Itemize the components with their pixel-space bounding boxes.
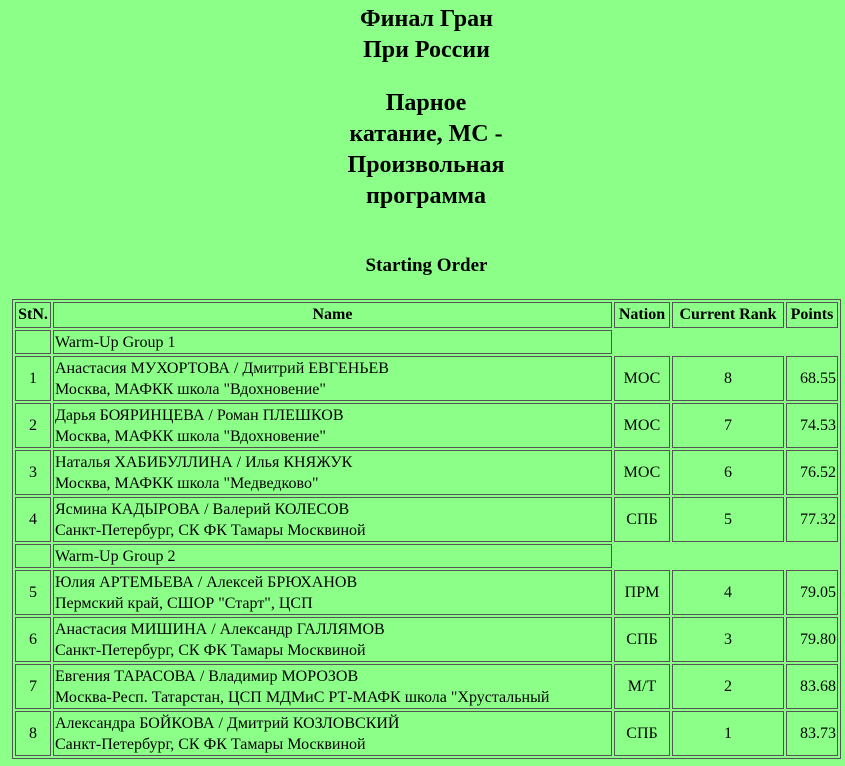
column-header-nation: Nation	[614, 302, 670, 328]
warmup-group-label: Warm-Up Group 2	[53, 544, 612, 568]
start-number: 2	[15, 403, 51, 448]
pair-names: Ясмина КАДЫРОВА / Валерий КОЛЕСОВ	[55, 500, 350, 518]
table-header-row	[15, 302, 838, 328]
table-row	[15, 617, 838, 662]
nation: СПБ	[614, 711, 670, 756]
starting-order-heading: Starting Order	[365, 255, 488, 276]
column-header-name: Name	[53, 302, 612, 328]
table-row	[15, 356, 838, 401]
start-number: 3	[15, 450, 51, 495]
pair-club: Москва, МАФКК школа "Вдохновение"	[55, 427, 326, 445]
pair-names: Дарья БОЯРИНЦЕВА / Роман ПЛЕШКОВ	[55, 406, 344, 424]
pair-names: Александра БОЙКОВА / Дмитрий КОЗЛОВСКИЙ	[55, 714, 400, 732]
warmup-group-label: Warm-Up Group 1	[53, 330, 612, 354]
pair-names: Евгения ТАРАСОВА / Владимир МОРОЗОВ	[55, 667, 359, 685]
column-header-stn: StN.	[15, 302, 51, 328]
starting-order-table	[12, 299, 841, 759]
points: 83.73	[786, 711, 838, 756]
table-row	[15, 497, 838, 542]
points: 68.55	[786, 356, 838, 401]
pair-names: Юлия АРТЕМЬЕВА / Алексей БРЮХАНОВ	[55, 573, 358, 591]
current-rank: 2	[672, 664, 784, 709]
pair-club: Москва, МАФКК школа "Медведково"	[55, 474, 319, 492]
pair-cell	[53, 403, 612, 448]
pair-club: Санкт-Петербург, СК ФК Тамары Москвиной	[55, 735, 366, 753]
pair-club: Санкт-Петербург, СК ФК Тамары Москвиной	[55, 641, 366, 659]
pair-club: Санкт-Петербург, СК ФК Тамары Москвиной	[55, 521, 366, 539]
pair-cell	[53, 711, 612, 756]
pair-cell	[53, 450, 612, 495]
current-rank: 6	[672, 450, 784, 495]
nation: ПРМ	[614, 570, 670, 615]
competition-title: Финал Гран При России	[360, 6, 493, 63]
table-row	[15, 664, 838, 709]
empty-cell	[15, 330, 51, 354]
start-number: 6	[15, 617, 51, 662]
points: 76.52	[786, 450, 838, 495]
warmup-group-row	[15, 544, 838, 568]
start-number: 5	[15, 570, 51, 615]
pair-cell	[53, 570, 612, 615]
column-header-rank: Current Rank	[672, 302, 784, 328]
start-number: 8	[15, 711, 51, 756]
start-number: 4	[15, 497, 51, 542]
points: 74.53	[786, 403, 838, 448]
start-number: 7	[15, 664, 51, 709]
table-row	[15, 570, 838, 615]
nation: СПБ	[614, 617, 670, 662]
pair-cell	[53, 497, 612, 542]
column-header-points: Points	[786, 302, 838, 328]
current-rank: 7	[672, 403, 784, 448]
pair-club: Москва-Респ. Татарстан, ЦСП МДМиС РТ-МАФК школа "Хрустальный	[55, 688, 550, 706]
pair-club: Москва, МАФКК школа "Вдохновение"	[55, 380, 326, 398]
table-row	[15, 711, 838, 756]
current-rank: 4	[672, 570, 784, 615]
current-rank: 3	[672, 617, 784, 662]
pair-names: Анастасия МУХОРТОВА / Дмитрий ЕВГЕНЬЕВ	[55, 359, 389, 377]
current-rank: 8	[672, 356, 784, 401]
pair-cell	[53, 664, 612, 709]
nation: СПБ	[614, 497, 670, 542]
nation: МОС	[614, 450, 670, 495]
table-row	[15, 403, 838, 448]
points: 77.32	[786, 497, 838, 542]
start-number: 1	[15, 356, 51, 401]
current-rank: 5	[672, 497, 784, 542]
pair-cell	[53, 356, 612, 401]
empty-cell	[15, 544, 51, 568]
event-title: Парное катание, МС - Произвольная программа	[347, 90, 505, 209]
nation: М/Т	[614, 664, 670, 709]
pair-club: Пермский край, СШОР "Старт", ЦСП	[55, 594, 313, 612]
nation: МОС	[614, 403, 670, 448]
pair-cell	[53, 617, 612, 662]
points: 83.68	[786, 664, 838, 709]
table-row	[15, 450, 838, 495]
current-rank: 1	[672, 711, 784, 756]
warmup-group-row	[15, 330, 838, 354]
pair-names: Анастасия МИШИНА / Александр ГАЛЛЯМОВ	[55, 620, 385, 638]
points: 79.05	[786, 570, 838, 615]
points: 79.80	[786, 617, 838, 662]
nation: МОС	[614, 356, 670, 401]
pair-names: Наталья ХАБИБУЛЛИНА / Илья КНЯЖУК	[55, 453, 353, 471]
